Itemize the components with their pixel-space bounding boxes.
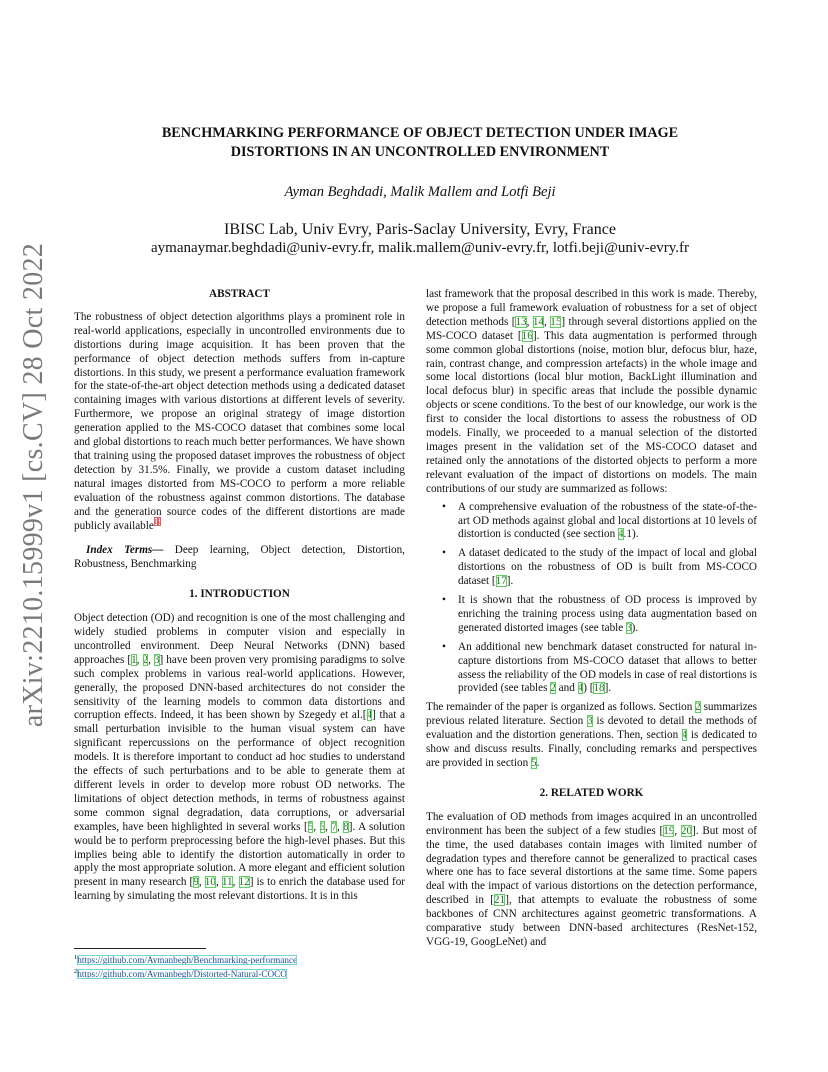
body-text: ] through several distortions applied on the MS-COCO dataset [ [426, 315, 758, 342]
citation-link[interactable]: 15 [550, 315, 562, 328]
table-link[interactable]: 4 [577, 682, 584, 695]
title-line-1: BENCHMARKING PERFORMANCE OF OBJECT DETECTION UNDER IMAGE [161, 125, 679, 141]
citation-link[interactable]: 12 [238, 876, 250, 889]
body-text: . [536, 757, 540, 769]
bullet-text: An additional new benchmark dataset constructed for natural in-capture distortions from MS-COCO dataset that allows to better assess the reliability of the OD models in case of real distortions is provided (see tables [458, 640, 757, 695]
citation-link[interactable]: 7 [331, 820, 337, 833]
footnote-divider [74, 948, 206, 949]
citation-link[interactable]: 8 [343, 820, 349, 833]
citation-link[interactable]: 6 [319, 820, 326, 833]
section-link[interactable]: 4 [618, 528, 624, 541]
arxiv-id-text: arXiv:2210.15999v1 [cs.CV] 28 Oct 2022 [18, 242, 49, 728]
right-column [426, 288, 757, 950]
body-text: ]. This data augmentation is performed through some common global distortions (noise, motion blur, defocus blur, haze, rain, contrast change, and compression artefacts) in the whole image and some local distortions (local blur motion, BackLight illumination and local defocus blur) in specific areas that include the possible dynamic objects or scene conditions. To the best of our knowledge, our work is the first to consider the local distortions to assess the robustness of OD models. Finally, we proceeded to a manual selection of the distorted images present in the validation set of the MS-COCO dataset and retained only the annotations of the distorted objects to perform a more relevant evaluation of the impact of distortions on models. The main contributions of our study are summarized as follows: [426, 329, 758, 495]
bullet-text: A comprehensive evaluation of the robustness of the state-of-the-art OD methods against global and local distortions at 10 levels of distortion is conducted (see section [458, 500, 757, 541]
body-text: ]. But most of the time, the used databases contain images with limited number of degradation types and therefore cannot be generalized to practical cases where one has to face several distortions at the same time. Some papers deal with the impact of various distortions on the detection performance, described in [ [426, 824, 758, 907]
citation-link[interactable]: 14 [532, 315, 545, 328]
citation-link[interactable]: 16 [521, 329, 533, 342]
abstract-text: The robustness of object detection algorithms plays a prominent role in real-world applications, especially in uncontrolled environments due to distortions during image acquisition. It has been proven that the performance of object detection methods suffers from in-capture distortions. In this study, we present a performance evaluation framework for the state-of-the-art object detection methods using a dedicated dataset containing images with various distortions at different levels of severity. Furthermore, we propose an original strategy of image distortion generation applied to the MS-COCO dataset that combines some local and global distortions to reach much better performances. We have shown that training using the proposed dataset improves the robustness of object detection by 31.5%. Finally, we provide a custom dataset including natural images distorted from MS-COCO to perform a more reliable evaluation of the robustness against common distortions. The database and the generation source codes of the different distortions are made publicly available [74, 310, 405, 532]
citation-link[interactable]: 18 [593, 682, 605, 695]
introduction-heading: 1. INTRODUCTION [189, 588, 290, 601]
citation-link[interactable]: 10 [204, 876, 216, 889]
body-text: The evaluation of OD methods from images acquired in an uncontrolled environment has been the subject of a few studies [ [426, 810, 757, 837]
list-item [458, 641, 757, 697]
citation-link[interactable]: 1 [131, 653, 137, 666]
body-text: is dedicated to show and discuss results. Finally, concluding remarks and perspectives are provided in section [426, 729, 757, 769]
citation-link[interactable]: 4 [366, 709, 373, 722]
citation-link[interactable]: 5 [307, 820, 314, 833]
bullet-text: ). [631, 621, 639, 634]
citation-link[interactable]: 2 [142, 653, 149, 666]
index-terms [74, 544, 405, 572]
footnote-url-link[interactable]: https://github.com/Aymanbegh/Benchmarking-performance [77, 955, 298, 966]
intro-text: ] that a small perturbation invisible to the human visual system can have significant repercussions on the performance of object recognition models. It is therefore important to conduct ad hoc studies to understand the effects of such perturbations and to be able to generate them at different levels in order to develop more robust OD networks. The limitations of object detection methods, in terms of robustness against some common signal degradation, data corruptions, or adversarial examples, have been highlighted in several works [ [74, 709, 406, 833]
intro-text: Object detection (OD) and recognition is one of the most challenging and widely studied problems in computer vision and especially in uncontrolled environment. Deep Neural Networks (DNN) based approaches [ [74, 612, 405, 666]
list-item [458, 547, 757, 589]
index-terms-label: Index Terms— [86, 544, 164, 557]
bullet-text: A dataset dedicated to the study of the impact of local and global distortions on the robustness of OD is built from MS-COCO dataset [ [458, 547, 757, 588]
left-column [74, 288, 405, 904]
footnote-2 [74, 966, 405, 980]
citation-link[interactable]: 17 [495, 575, 507, 588]
paper-header [90, 124, 750, 257]
section-link[interactable]: 3 [587, 715, 593, 728]
abstract-body [74, 311, 405, 534]
index-terms-text: Deep learning, Object detection, Distortion, Robustness, Benchmarking [74, 544, 405, 571]
bullet-text: ]. [506, 575, 514, 588]
section-link[interactable]: 5 [531, 757, 537, 769]
citation-link[interactable]: 19 [663, 824, 675, 837]
bullet-text: ]. [604, 682, 612, 695]
bullet-text: and [555, 682, 578, 695]
section-link[interactable]: 2 [695, 701, 701, 714]
arxiv-identifier-stamp [10, 242, 58, 728]
title-line-2: DISTORTIONS IN AN UNCONTROLLED ENVIRONMENT [230, 144, 610, 160]
body-text: ], that attempts to evaluate the robustness of some backbones of CNN architectures against geometric transformations. A comparative study between DNN-based architectures (ResNet-152, VGG-19, GoogLeNet) and [426, 894, 757, 948]
intro-text: ] is to enrich the database used for learning by simulating the most relevant distortions. It is in this [74, 876, 406, 903]
introduction-paragraph: Object detection (OD) and recognition is one of the most challenging and widely studied problems in computer vision and especially in uncontrolled environment. Deep Neural Networks (DNN) based approaches [1, 2, 3] have been proven very promising paradigms to solve such complex problems in various real-world applications. However, generally, the proposed DNN-based architectures do not consider the sensitivity of the learning models to common data distortions and corruption effects. Indeed, it has been shown by Szegedy et al.[4] that a small perturbation invisible to the human visual system can have significant repercussions on the performance of object recognition models. It is therefore important to conduct ad hoc studies to understand the effects of such perturbations and to be able to generate them at different levels in order to develop more robust OD networks. The limitations of object detection methods, in terms of robustness against some common signal degradation, data corruptions, or adversarial examples, have been highlighted in several works [5, 6, 7, 8]. A solution would be to perform preprocessing before the high-level phases. But this implies being able to identify the distortion automatically in order to apply the most appropriate solution. A more elegant and efficient solution present in many research [9, 10, 11, 12] is to enrich the database used for learning by simulating the most relevant distortions. It is in this [74, 612, 406, 903]
section-link[interactable]: 4 [681, 729, 688, 742]
citation-link[interactable]: 20 [680, 824, 693, 837]
footnote-number: 2 [74, 968, 78, 976]
list-item [458, 594, 757, 636]
table-link[interactable]: 2 [550, 682, 556, 695]
related-work-heading: 2. RELATED WORK [539, 786, 644, 799]
bullet-text: It is shown that the robustness of OD process is improved by enriching the training process using data augmentation based on generated distorted images (see table [458, 594, 757, 634]
footnote-ref-2[interactable]: 2 [157, 516, 162, 526]
author-emails: aymanaymar.beghdadi@univ-evry.fr, malik.mallem@univ-evry.fr, lotfi.beji@univ-evry.fr [151, 240, 689, 256]
paper-title [90, 124, 750, 162]
outline-paragraph [426, 701, 757, 771]
citation-link[interactable]: 9 [193, 876, 199, 889]
footnote-number: 1 [74, 954, 78, 961]
body-text: The remainder of the paper is organized as follows. Section [426, 701, 696, 714]
list-item [458, 501, 757, 543]
citation-link[interactable]: 11 [221, 876, 233, 889]
author-list: Ayman Beghdadi, Malik Mallem and Lotfi Beji [284, 184, 556, 200]
intro-text: ] have been proven very promising paradigms to solve such complex problems in various real-world applications. However, generally, the proposed DNN-based architectures do not consider the sensitivity of the learning models to common data distortions and corruption effects. Indeed, it has been shown by Szegedy et al.[ [74, 653, 406, 722]
body-text: is devoted to detail the methods of evaluation and the distortion generations. Then, section [426, 715, 757, 742]
related-work-paragraph: The evaluation of OD methods from images acquired in an uncontrolled environment has been the subject of a few studies [19, 20]. But most of the time, the used databases contain images with limited number of degradation types and therefore cannot be generalized to practical cases where one has to face several distortions at the same time. Some papers deal with the impact of various distortions on the detection performance, described in [21], that attempts to evaluate the robustness of some backbones of CNN architectures against geometric transformations. A comparative study between DNN-based architectures (ResNet-152, VGG-19, GoogLeNet) and [426, 810, 758, 948]
table-link[interactable]: 3 [626, 621, 632, 634]
contributions-list [426, 501, 757, 697]
bullet-text: ) [ [583, 682, 594, 695]
citation-link[interactable]: 3 [153, 653, 160, 666]
right-intro-paragraph: last framework that the proposal described in this work is made. Thereby, we propose a full framework evaluation of robustness for a set of object detection methods [13, 14, 15] through several distortions applied on the MS-COCO dataset [16]. This data augmentation is performed through some common global distortions (noise, motion blur, defocus blur, haze, rain, contrast change, and compression artefacts) in the whole image and some local distortions (local blur motion, BackLight illumination and local defocus blur) in specific areas that include the possible dynamic objects or scene conditions. To the best of our knowledge, our work is the first to consider the local distortions to assess the robustness of OD models. Finally, we proceeded to a manual selection of the distorted images present in the validation set of the MS-COCO dataset and retained only the annotations of the distorted objects to perform a more relevant evaluation of the impact of distortions on models. The main contributions of our study are summarized as follows: [426, 288, 758, 495]
citation-link[interactable]: 13 [515, 315, 527, 328]
citation-link[interactable]: 21 [494, 894, 506, 907]
abstract-heading: ABSTRACT [209, 288, 270, 300]
body-text: summarizes previous related literature. Section [426, 701, 758, 728]
bullet-text: .1). [623, 528, 639, 541]
intro-text: ]. A solution would be to perform preprocessing before the high-level phases. But this implies being able to identify the distortion automatically in order to apply the most appropriate solution. A more elegant and efficient solution present in many research [ [74, 820, 406, 889]
footnote-1 [74, 952, 405, 966]
body-text: last framework that the proposal described in this work is made. Thereby, we propose a full framework evaluation of robustness for a set of object detection methods [ [426, 288, 757, 328]
footnote-ref-1[interactable]: 1 [153, 516, 158, 526]
footnote-url-link[interactable]: https://github.com/Aymanbegh/Distorted-Natural-COCO [77, 969, 287, 980]
affiliation: IBISC Lab, Univ Evry, Paris-Saclay University, Evry, France [224, 221, 616, 238]
footnotes [74, 952, 405, 980]
